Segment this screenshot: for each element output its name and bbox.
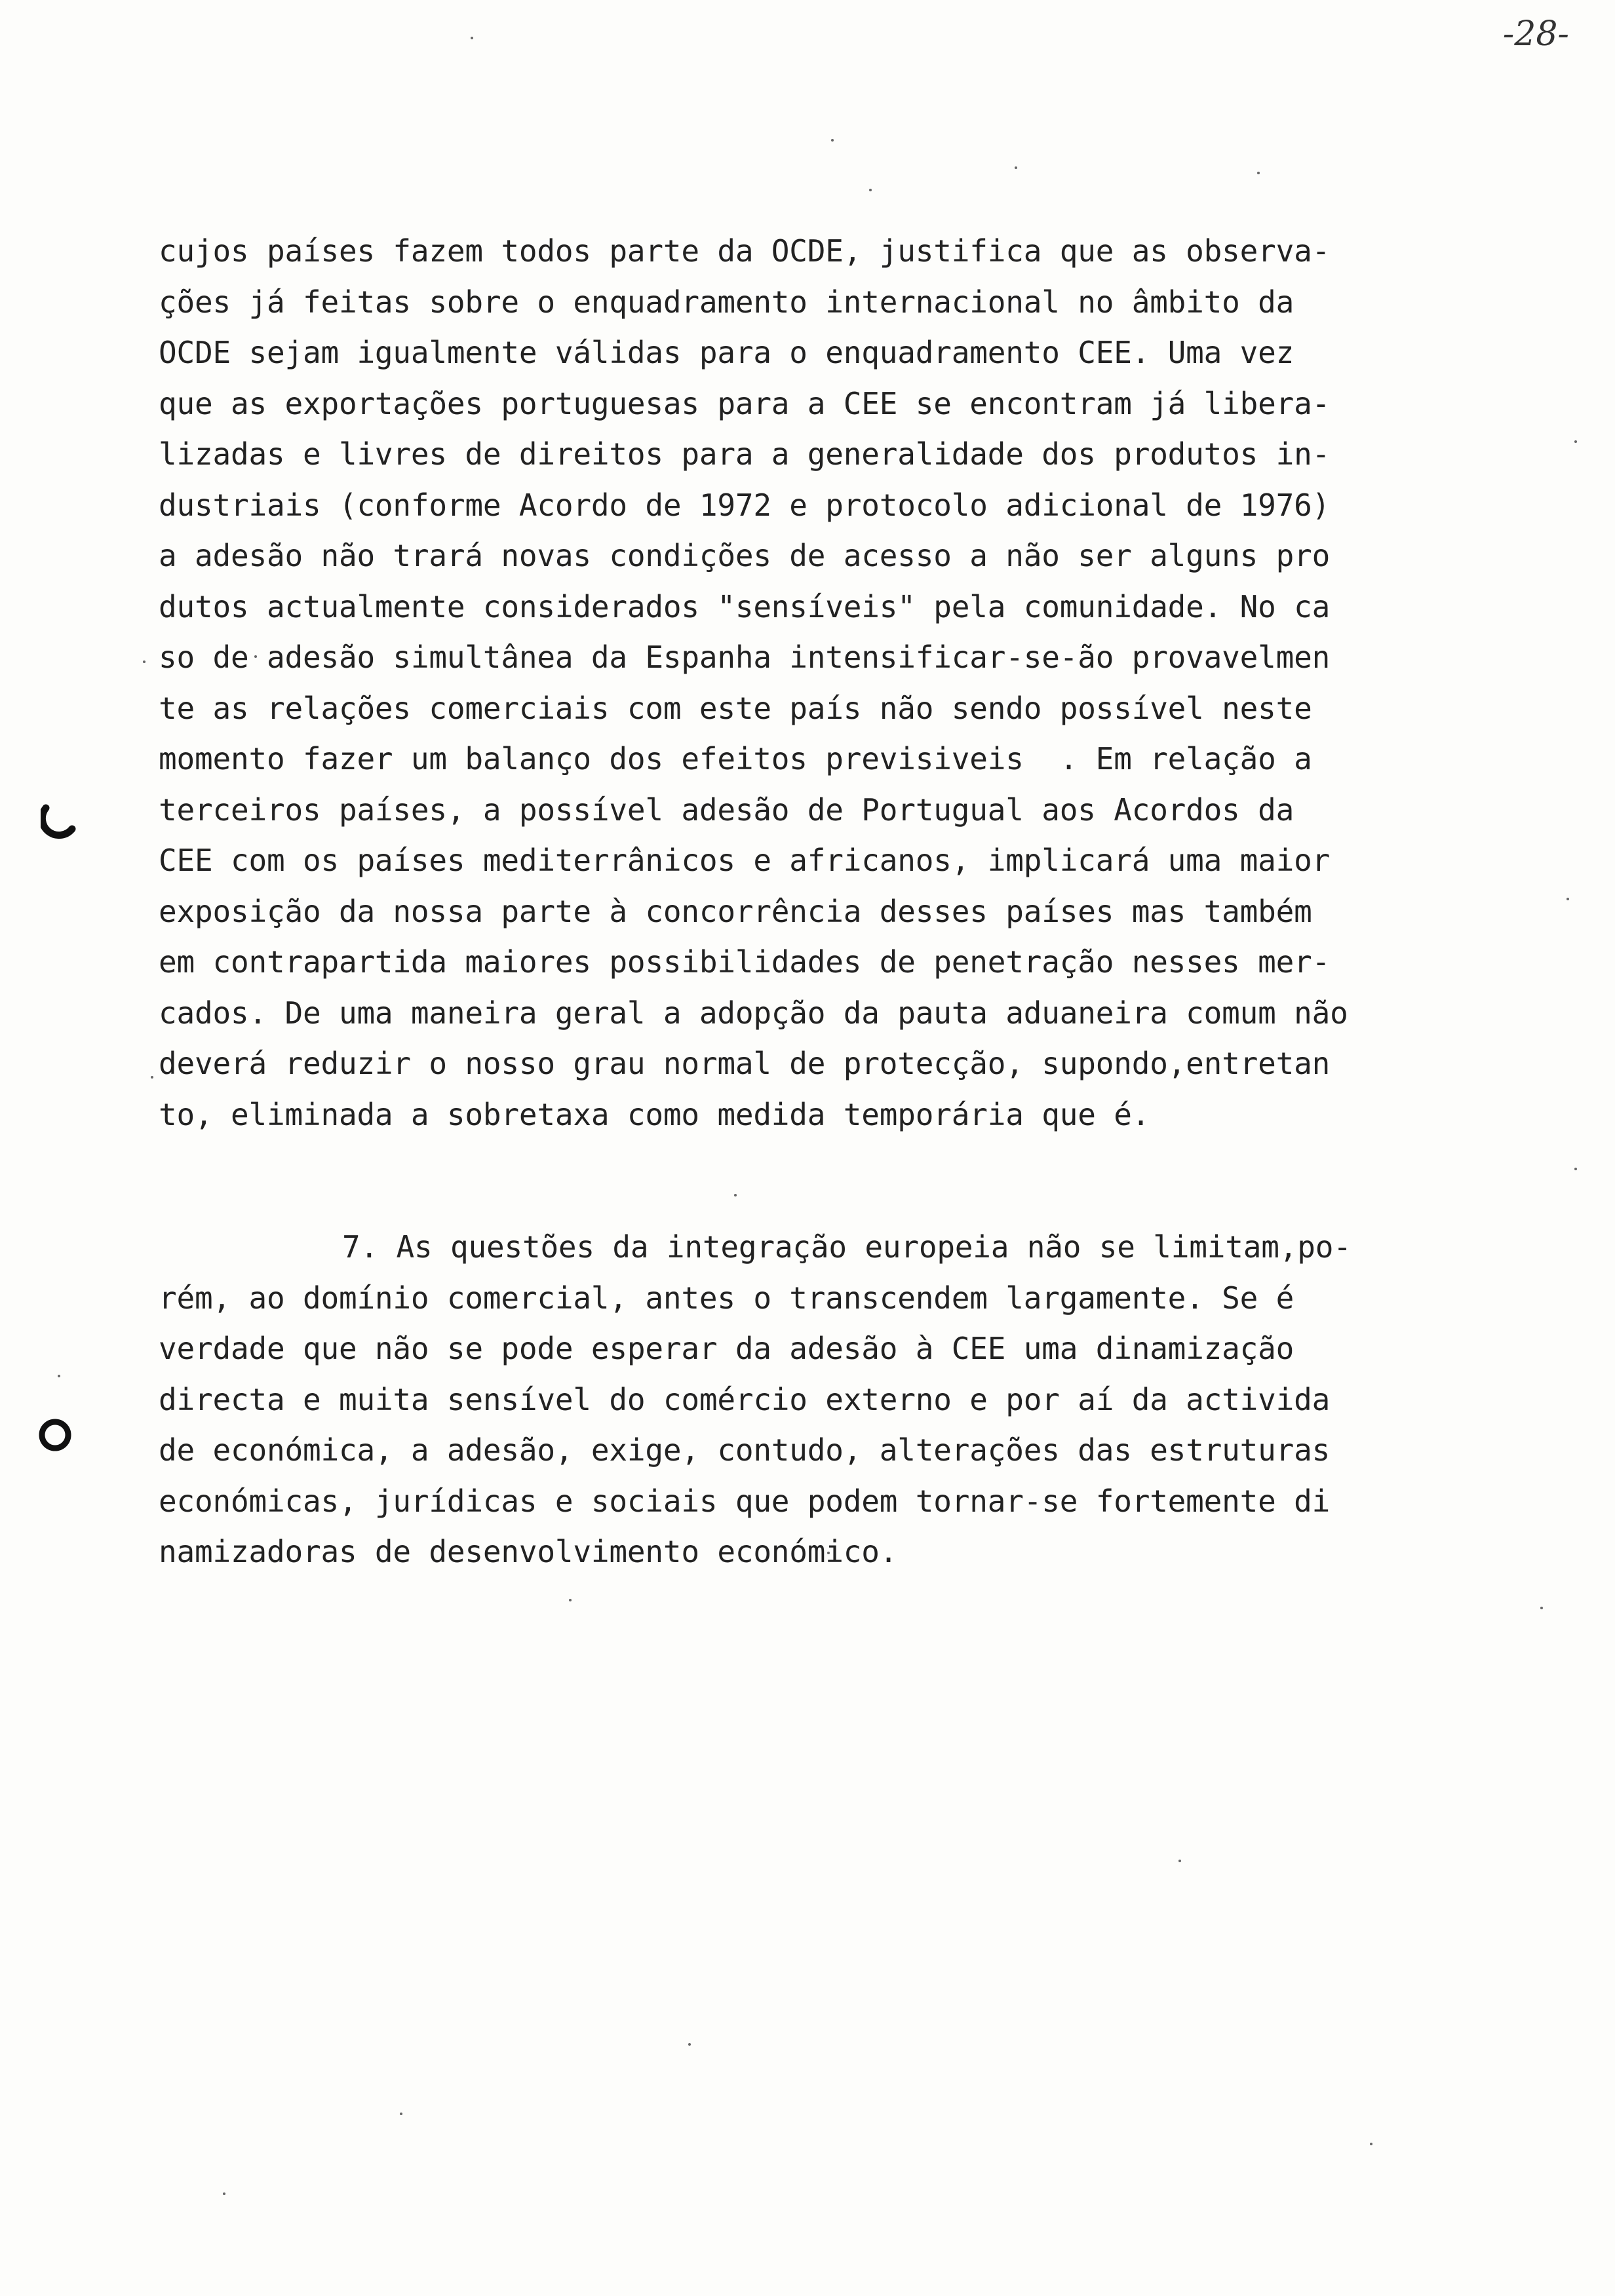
text-line: económicas, jurídicas e sociais que podem tornar-se fortemente di bbox=[159, 1483, 1331, 1519]
text-line: so de adesão simultânea da Espanha intensificar-se-ão provavelmen bbox=[159, 640, 1331, 675]
text-line: verdade que não se pode esperar da adesão à CEE uma dinamização bbox=[159, 1331, 1294, 1366]
text-line: a adesão não trará novas condições de acesso a não ser alguns pro bbox=[159, 538, 1331, 573]
text-line: deverá reduzir o nosso grau normal de protecção, supondo,entretan bbox=[159, 1046, 1331, 1081]
text-line: rém, ao domínio comercial, antes o transcendem largamente. Se é bbox=[159, 1280, 1294, 1316]
speck bbox=[400, 2113, 402, 2115]
text-line: dustriais (conforme Acordo de 1972 e protocolo adicional de 1976) bbox=[159, 487, 1331, 523]
document-body bbox=[159, 226, 1476, 1578]
text-line: de económica, a adesão, exige, contudo, alterações das estruturas bbox=[159, 1432, 1331, 1468]
speck bbox=[1015, 166, 1017, 169]
paragraph-1 bbox=[159, 226, 1476, 1140]
page-number: -28- bbox=[1502, 14, 1569, 54]
text-line: em contrapartida maiores possibilidades de penetração nesses mer- bbox=[159, 944, 1331, 980]
speck bbox=[143, 660, 146, 663]
speck bbox=[223, 2192, 225, 2195]
text-line: OCDE sejam igualmente válidas para o enquadramento CEE. Uma vez bbox=[159, 335, 1294, 370]
speck bbox=[1540, 1607, 1543, 1609]
speck bbox=[869, 189, 872, 191]
text-line: cujos países fazem todos parte da OCDE, justifica que as observa- bbox=[159, 233, 1331, 269]
speck bbox=[1370, 2143, 1372, 2145]
text-line: 7. As questões da integração europeia não se limitam,po- bbox=[342, 1229, 1352, 1265]
speck bbox=[688, 2043, 691, 2046]
speck bbox=[569, 1599, 572, 1601]
text-line: te as relações comerciais com este país não sendo possível neste bbox=[159, 690, 1312, 726]
punch-hole-lower-mark bbox=[37, 1417, 73, 1453]
paragraph-2 bbox=[159, 1222, 1476, 1578]
speck bbox=[1574, 440, 1577, 443]
text-line: directa e muita sensível do comércio externo e por aí da activida bbox=[159, 1381, 1331, 1417]
speck bbox=[1257, 172, 1260, 174]
text-line: momento fazer um balanço dos efeitos previsiveis . Em relação a bbox=[159, 741, 1312, 776]
text-line: CEE com os países mediterrânicos e africanos, implicará uma maior bbox=[159, 843, 1331, 878]
text-line: exposição da nossa parte à concorrência desses países mas também bbox=[159, 893, 1312, 929]
text-line: terceiros países, a possível adesão de Portugual aos Acordos da bbox=[159, 792, 1294, 828]
speck bbox=[1178, 1860, 1181, 1862]
text-line: cados. De uma maneira geral a adopção da pauta aduaneira comum não bbox=[159, 995, 1348, 1031]
punch-hole-upper-mark bbox=[41, 803, 77, 839]
text-line: namizadoras de desenvolvimento económico. bbox=[159, 1534, 898, 1569]
speck bbox=[831, 139, 834, 142]
text-line: to, eliminada a sobretaxa como medida temporária que é. bbox=[159, 1096, 1150, 1132]
speck bbox=[58, 1375, 60, 1377]
speck bbox=[1566, 898, 1569, 900]
speck bbox=[1574, 1168, 1577, 1170]
text-line: ções já feitas sobre o enquadramento internacional no âmbito da bbox=[159, 284, 1294, 320]
paragraph-gap bbox=[159, 1140, 1476, 1222]
speck bbox=[151, 1076, 153, 1079]
text-line: que as exportações portuguesas para a CEE se encontram já libera- bbox=[159, 385, 1331, 421]
text-line: dutos actualmente considerados "sensíveis" pela comunidade. No ca bbox=[159, 588, 1331, 624]
text-line: lizadas e livres de direitos para a generalidade dos produtos in- bbox=[159, 436, 1331, 472]
speck bbox=[471, 37, 473, 39]
